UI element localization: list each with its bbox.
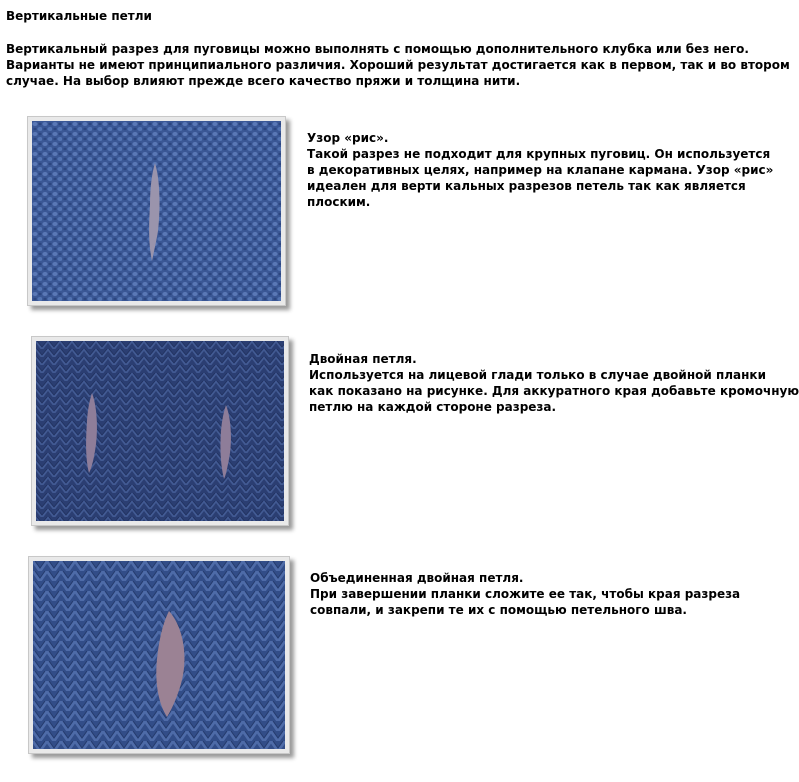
photo-seed-stitch-buttonhole (27, 116, 286, 306)
intro-paragraph (6, 41, 790, 89)
section-line: как показано на рисунке. Для аккуратного края добавьте кромочную (309, 384, 799, 398)
page-title: Вертикальные петли (6, 9, 152, 23)
intro-line: Вертикальный разрез для пуговицы можно выполнять с помощью дополнительного клубка или без него. (6, 42, 749, 56)
section-line: петлю на каждой стороне разреза. (309, 400, 557, 414)
section-double-buttonhole-text (309, 351, 799, 415)
section-heading: Узор «рис». (307, 131, 389, 145)
section-line: Такой разрез не подходит для крупных пуговиц. Он используется (307, 147, 771, 161)
photo-combined-double-buttonhole (28, 556, 290, 754)
photo-double-buttonhole (31, 336, 289, 526)
section-line: совпали, и закрепи те их с помощью петельного шва. (310, 603, 687, 617)
section-line: Используется на лицевой глади только в случае двойной планки (309, 368, 766, 382)
section-line: в декоративных целях, например на клапане кармана. Узор «рис» (307, 163, 774, 177)
section-line: идеален для верти кальных разрезов петель так как является (307, 179, 746, 193)
section-heading: Двойная петля. (309, 352, 417, 366)
section-heading: Объединенная двойная петля. (310, 571, 524, 585)
section-seed-stitch-text (307, 130, 773, 210)
section-line: плоским. (307, 195, 371, 209)
knit-texture-image (36, 341, 284, 521)
section-line: При завершении планки сложите ее так, чтобы края разреза (310, 587, 741, 601)
knit-texture-image (33, 561, 285, 749)
section-combined-buttonhole-text (310, 570, 740, 618)
knit-texture-image (32, 121, 281, 301)
intro-line: Варианты не имеют принципиального различия. Хороший результат достигается как в первом, так и во втором (6, 58, 790, 72)
intro-line: случае. На выбор влияют прежде всего качество пряжи и толщина нити. (6, 74, 521, 88)
